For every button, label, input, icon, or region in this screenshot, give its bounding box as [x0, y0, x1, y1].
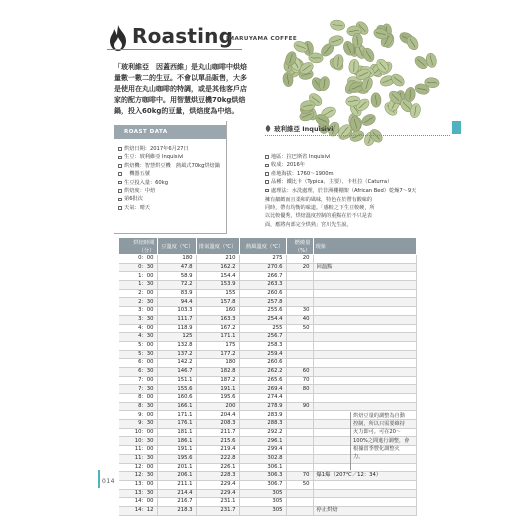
table-cell: [313, 402, 416, 411]
accent-bar: [452, 121, 461, 134]
table-cell: 72.2: [157, 281, 196, 290]
table-cell: 13：00: [119, 480, 158, 489]
table-cell: 200: [196, 402, 239, 411]
table-cell: 80: [286, 385, 313, 394]
table-row: [119, 367, 417, 376]
page-number: 014: [102, 478, 115, 485]
table-cell: [313, 255, 416, 264]
bean-item: 地區：拉巴斯省 Inquisivi: [265, 153, 450, 161]
table-cell: [313, 376, 416, 385]
table-cell: 175: [196, 341, 239, 350]
table-row: [119, 480, 417, 489]
table-row: [119, 463, 417, 472]
table-cell: 7：00: [119, 376, 158, 385]
table-cell: 9：00: [119, 411, 158, 420]
table-cell: [313, 281, 416, 290]
table-row: [119, 376, 417, 385]
table-cell: 4：00: [119, 324, 158, 333]
table-cell: 40: [286, 315, 313, 324]
table-cell: 229.4: [196, 480, 239, 489]
bean-item: 產地海拔：1760〜1900m: [265, 170, 450, 178]
roast-item: 烘焙日期：2017年6月27日: [118, 145, 222, 153]
table-cell: 14：00: [119, 498, 158, 507]
roast-item: 生豆投入量：60kg: [118, 179, 222, 187]
table-cell: [313, 385, 416, 394]
table-cell: 218.3: [157, 506, 196, 515]
table-cell: 0：30: [119, 263, 158, 272]
table-cell: [286, 411, 313, 420]
table-cell: 259.4: [239, 350, 286, 359]
table-cell: 305: [239, 489, 286, 498]
bean-title-text: 玻利維亞 Inquisivi: [274, 125, 334, 133]
table-cell: [313, 480, 416, 489]
table-row: [119, 341, 417, 350]
table-cell: 231.1: [196, 498, 239, 507]
table-cell: 219.4: [196, 446, 239, 455]
table-cell: 302.8: [239, 454, 286, 463]
table-cell: 180: [196, 359, 239, 368]
table-cell: 204.4: [196, 411, 239, 420]
table-cell: 182.8: [196, 367, 239, 376]
table-cell: [286, 333, 313, 342]
table-cell: 162.2: [196, 263, 239, 272]
table-row: [119, 272, 417, 281]
table-cell: 8：30: [119, 402, 158, 411]
table-cell: 166.1: [157, 402, 196, 411]
table-cell: 210: [196, 255, 239, 264]
table-cell: 30: [286, 307, 313, 316]
table-cell: 270.6: [239, 263, 286, 272]
table-row: [119, 472, 417, 481]
table-cell: 299.4: [239, 446, 286, 455]
table-cell: 306.1: [239, 463, 286, 472]
table-cell: 211.1: [157, 480, 196, 489]
table-cell: 274.4: [239, 394, 286, 403]
table-cell: [313, 498, 416, 507]
table-cell: [313, 298, 416, 307]
table-cell: 305: [239, 506, 286, 515]
table-cell: 146.7: [157, 367, 196, 376]
table-cell: 255: [239, 324, 286, 333]
table-cell: 70: [286, 472, 313, 481]
table-cell: 11：00: [119, 446, 158, 455]
table-cell: 275: [239, 255, 286, 264]
table-cell: 292.2: [239, 428, 286, 437]
roast-item: 烘焙度：中焙: [118, 187, 222, 195]
table-cell: [286, 272, 313, 281]
table-cell: [313, 324, 416, 333]
column-header: 現象: [313, 238, 416, 255]
table-cell: 263.3: [239, 281, 286, 290]
table-cell: 155: [196, 289, 239, 298]
table-cell: [286, 489, 313, 498]
table-row: [119, 489, 417, 498]
table-cell: 186.1: [157, 437, 196, 446]
roast-data-box: [114, 121, 227, 234]
table-cell: 12：30: [119, 472, 158, 481]
table-cell: 215.6: [196, 437, 239, 446]
table-row: [119, 255, 417, 264]
table-cell: 231.7: [196, 506, 239, 515]
header-divider: [107, 49, 242, 50]
table-cell: [313, 341, 416, 350]
table-row: [119, 307, 417, 316]
table-cell: 14：12: [119, 506, 158, 515]
roast-item: 烘焙機：智慧烘豆機 熱風式70kg烘焙鍋: [118, 162, 222, 170]
table-cell: [286, 420, 313, 429]
table-cell: 176.1: [157, 420, 196, 429]
table-row: [119, 359, 417, 368]
table-cell: 265.6: [239, 376, 286, 385]
table-cell: 226.1: [196, 463, 239, 472]
table-cell: [286, 289, 313, 298]
table-cell: 90: [286, 402, 313, 411]
table-cell: 257.8: [239, 298, 286, 307]
bean-divider: [265, 135, 450, 136]
table-cell: 305: [239, 498, 286, 507]
table-cell: 262.2: [239, 367, 286, 376]
column-header: 豆溫度（℃）: [157, 238, 196, 255]
table-cell: 177.2: [196, 350, 239, 359]
table-cell: 278.9: [239, 402, 286, 411]
side-note-rule: [350, 412, 351, 470]
column-header: 排氣溫度（℃）: [196, 238, 239, 255]
table-header-row: [119, 238, 417, 255]
table-row: [119, 298, 417, 307]
table-cell: 132.8: [157, 341, 196, 350]
table-cell: 255.6: [239, 307, 286, 316]
table-cell: 2：30: [119, 298, 158, 307]
table-cell: 201.1: [157, 463, 196, 472]
table-cell: 1：30: [119, 281, 158, 290]
roast-item: 第6批次: [118, 195, 222, 203]
table-cell: 260.6: [239, 359, 286, 368]
table-cell: 50: [286, 480, 313, 489]
roast-data-heading: ROAST DATA: [114, 125, 226, 139]
table-cell: [286, 463, 313, 472]
table-cell: [286, 350, 313, 359]
table-cell: [313, 359, 416, 368]
table-cell: 103.3: [157, 307, 196, 316]
table-cell: 8：00: [119, 394, 158, 403]
intro-paragraph: 「玻利維亞 因蓋西維」是丸山咖啡中烘焙量數一數二的生豆。不會以單品販售，大多是使用在丸山咖啡的特調，或是其他客戶店家的配方咖啡中。用智慧烘豆機70kg烘焙鍋，投入60kg的豆量，烘焙度為中焙。: [114, 63, 247, 115]
table-cell: 47.8: [157, 263, 196, 272]
table-cell: 9：30: [119, 420, 158, 429]
column-header: 烘焙時間（分）: [119, 238, 158, 255]
table-cell: 153.9: [196, 281, 239, 290]
table-cell: 160.6: [157, 394, 196, 403]
table-cell: 254.4: [239, 315, 286, 324]
table-cell: 211.7: [196, 428, 239, 437]
bean-item: 處理法：水洗處理，於非洲棚棚架（African Bed）乾燥7〜9天: [265, 187, 450, 195]
table-body: [119, 255, 417, 516]
table-cell: 10：00: [119, 428, 158, 437]
table-cell: 118.9: [157, 324, 196, 333]
table-cell: 269.4: [239, 385, 286, 394]
table-cell: 195.6: [157, 454, 196, 463]
side-note: 烘焙豆量的調整為自動控制，所以只需要維持火力即可。可在20〜100%之間進行調整，會根據當季豐化調整火力。: [353, 413, 410, 461]
table-cell: [286, 394, 313, 403]
table-cell: 306.3: [239, 472, 286, 481]
table-cell: [286, 446, 313, 455]
table-row: [119, 263, 417, 272]
table-cell: 4：30: [119, 333, 158, 342]
table-cell: 94.4: [157, 298, 196, 307]
page-subtitle: IMARUYAMA COFFEE: [226, 36, 298, 42]
table-row: [119, 350, 417, 359]
table-cell: 1：00: [119, 272, 158, 281]
bean-info-list: [265, 153, 450, 195]
table-cell: 60: [286, 367, 313, 376]
table-cell: [313, 463, 416, 472]
table-cell: 6：00: [119, 359, 158, 368]
table-cell: 214.4: [157, 489, 196, 498]
table-cell: 266.7: [239, 272, 286, 281]
table-cell: 191.1: [157, 446, 196, 455]
table-cell: 3：00: [119, 307, 158, 316]
table-row: [119, 394, 417, 403]
table-row: [119, 324, 417, 333]
table-cell: [313, 489, 416, 498]
table-cell: 167.2: [196, 324, 239, 333]
table-cell: 125: [157, 333, 196, 342]
bean-title: [265, 124, 333, 133]
page-number-rule: [98, 470, 100, 488]
table-cell: 58.9: [157, 272, 196, 281]
table-cell: 151.1: [157, 376, 196, 385]
table-cell: 70: [286, 376, 313, 385]
table-cell: 256.7: [239, 333, 286, 342]
table-cell: 2：00: [119, 289, 158, 298]
table-row: [119, 289, 417, 298]
table-cell: [286, 498, 313, 507]
table-cell: 7：30: [119, 385, 158, 394]
table-cell: 157.8: [196, 298, 239, 307]
table-cell: 163.3: [196, 315, 239, 324]
table-cell: 181.1: [157, 428, 196, 437]
table-cell: [313, 289, 416, 298]
table-cell: 3：30: [119, 315, 158, 324]
table-cell: 160: [196, 307, 239, 316]
table-cell: [286, 506, 313, 515]
table-cell: [313, 272, 416, 281]
table-cell: 296.1: [239, 437, 286, 446]
table-cell: 206.1: [157, 472, 196, 481]
table-cell: 20: [286, 255, 313, 264]
table-cell: 回溫點: [313, 263, 416, 272]
table-cell: [286, 437, 313, 446]
table-cell: 5：00: [119, 341, 158, 350]
table-cell: [313, 333, 416, 342]
bean-item: 品種：鐵比卡（Typica、主要）、卡杜拉（Caturra）: [265, 178, 450, 186]
table-cell: 187.2: [196, 376, 239, 385]
leaf-icon: [265, 125, 271, 132]
table-cell: [313, 350, 416, 359]
table-cell: [286, 428, 313, 437]
table-cell: 12：00: [119, 463, 158, 472]
roast-data-list: [118, 145, 222, 212]
table-cell: [286, 359, 313, 368]
table-cell: 6：30: [119, 367, 158, 376]
table-cell: 83.9: [157, 289, 196, 298]
table-cell: 137.2: [157, 350, 196, 359]
table-row: [119, 315, 417, 324]
table-cell: 20: [286, 263, 313, 272]
table-cell: [286, 298, 313, 307]
table-cell: 216.7: [157, 498, 196, 507]
table-cell: 111.7: [157, 315, 196, 324]
table-cell: 142.2: [157, 359, 196, 368]
table-cell: [313, 307, 416, 316]
table-cell: 229.4: [196, 489, 239, 498]
roast-log-table: [118, 237, 417, 516]
table-cell: 222.8: [196, 454, 239, 463]
table-cell: 5：30: [119, 350, 158, 359]
table-cell: [313, 315, 416, 324]
table-cell: 195.6: [196, 394, 239, 403]
bean-note: 擁有細緻而且柔和的風味，特色在於帶有酸味的同時，帶有均衡的味道。「感較之下生豆較硬，所以比較優秀，烘焙溫度控制的重點在於不只是表面，應將內部完全烘熟」宮川先生說。: [265, 197, 375, 228]
table-row: [119, 385, 417, 394]
column-header: 熱風溫度（℃）: [239, 238, 286, 255]
column-header: 燃燒量（%）: [286, 238, 313, 255]
table-cell: 171.1: [196, 333, 239, 342]
table-cell: 180: [157, 255, 196, 264]
table-cell: 154.4: [196, 272, 239, 281]
flame-icon: [107, 24, 129, 52]
table-cell: [286, 281, 313, 290]
table-cell: 10：30: [119, 437, 158, 446]
roast-item: 天氣：晴天: [118, 204, 222, 212]
table-cell: [313, 367, 416, 376]
table-cell: [286, 341, 313, 350]
table-cell: 260.6: [239, 289, 286, 298]
table-cell: 155.6: [157, 385, 196, 394]
table-cell: 13：30: [119, 489, 158, 498]
table-row: [119, 402, 417, 411]
table-cell: [286, 454, 313, 463]
table-cell: 50: [286, 324, 313, 333]
table-row: [119, 506, 417, 515]
table-cell: 171.1: [157, 411, 196, 420]
table-cell: 0：00: [119, 255, 158, 264]
table-row: [119, 333, 417, 342]
table-cell: 爆1爆（207℃／12：34）: [313, 472, 416, 481]
roast-item: 機器五號: [118, 170, 222, 178]
table-cell: 258.3: [239, 341, 286, 350]
page-title: Roasting: [132, 24, 234, 48]
bean-item: 收成：2016年: [265, 161, 450, 169]
table-cell: 191.1: [196, 385, 239, 394]
table-cell: 停止烘焙: [313, 506, 416, 515]
table-row: [119, 498, 417, 507]
table-cell: 11：30: [119, 454, 158, 463]
table-cell: 228.3: [196, 472, 239, 481]
table-cell: 208.3: [196, 420, 239, 429]
table-row: [119, 281, 417, 290]
table-cell: [313, 394, 416, 403]
table-cell: 283.9: [239, 411, 286, 420]
table-cell: 306.7: [239, 480, 286, 489]
table-cell: 288.3: [239, 420, 286, 429]
roast-item: 生豆：玻利維亞 Inquisivi: [118, 153, 222, 161]
